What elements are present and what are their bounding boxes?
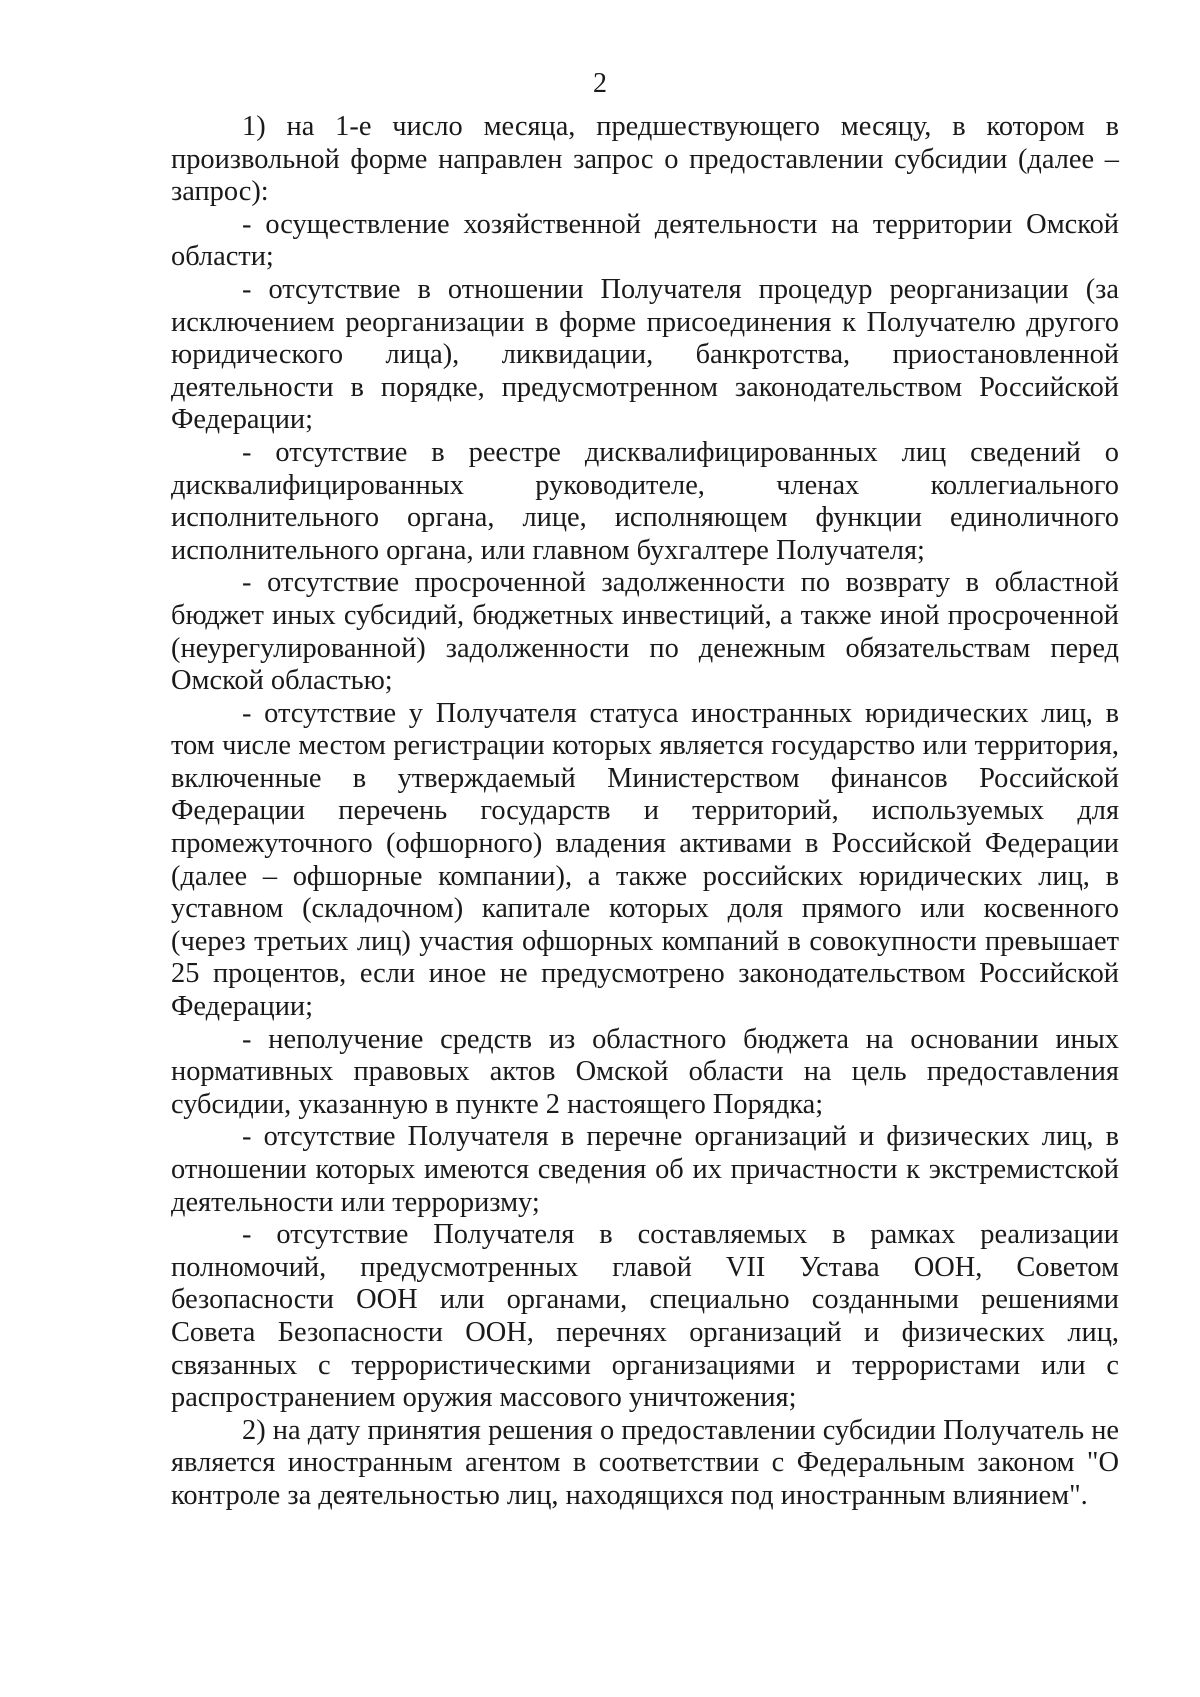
paragraph-no-foreign-status: - отсутствие у Получателя статуса иностранных юридических лиц, в том числе местом регистрации которых является государство или территория, включенные в утверждаемый Министерством финансов Российской Федерации перечень государств и территорий, используемых для промежуточного (офшорного) владения активами в Российской Федерации (далее – офшорные компании), а также российских юридических лиц, в уставном (складочном) капитале которых доля прямого или косвенного (через третьих лиц) участия офшорных компаний в совокупности превышает 25 процентов, если иное не предусмотрено законодательством Российской Федерации; [171, 697, 1119, 1023]
document-body [171, 111, 1119, 1513]
paragraph-un-lists: - отсутствие Получателя в составляемых в рамках реализации полномочий, предусмотренных главой VII Устава ООН, Советом безопасности ООН или органами, специально созданными решениями Совета Безопасности ООН, перечнях организаций и физических лиц, связанных с террористическими организациями и террористами или с распространением оружия массового уничтожения; [171, 1219, 1119, 1414]
paragraph-no-other-funds: - неполучение средств из областного бюджета на основании иных нормативных правовых актов Омской области на цель предоставления субсидии, указанную в пункте 2 настоящего Порядка; [171, 1023, 1119, 1120]
paragraph-item-1-intro: 1) на 1-е число месяца, предшествующего месяцу, в котором в произвольной форме направлен запрос о предоставлении субсидии (далее – запрос): [171, 111, 1119, 208]
paragraph-no-extremism: - отсутствие Получателя в перечне организаций и физических лиц, в отношении которых имеются сведения об их причастности к экстремистской деятельности или терроризму; [171, 1121, 1119, 1218]
page-number: 2 [593, 68, 607, 99]
paragraph-no-overdue-debt: - отсутствие просроченной задолженности по возврату в областной бюджет иных субсидий, бюджетных инвестиций, а также иной просроченной (неурегулированной) задолженности по денежным обязательствам перед Омской областью; [171, 567, 1119, 697]
paragraph-item-2-foreign-agent: 2) на дату принятия решения о предоставлении субсидии Получатель не является иностранным агентом в соответствии с Федеральным законом "О контроле за деятельностью лиц, находящихся под иностранным влиянием". [171, 1414, 1119, 1511]
paragraph-territory-activity: - осуществление хозяйственной деятельности на территории Омской области; [171, 208, 1119, 273]
paragraph-disqualified-persons: - отсутствие в реестре дисквалифицированных лиц сведений о дисквалифицированных руководителе, членах коллегиального исполнительного органа, лице, исполняющем функции единоличного исполнительного органа, или главном бухгалтере Получателя; [171, 436, 1119, 566]
paragraph-no-reorganization: - отсутствие в отношении Получателя процедур реорганизации (за исключением реорганизации в форме присоединения к Получателю другого юридического лица), ликвидации, банкротства, приостановленной деятельности в порядке, предусмотренном законодательством Российской Федерации; [171, 273, 1119, 436]
